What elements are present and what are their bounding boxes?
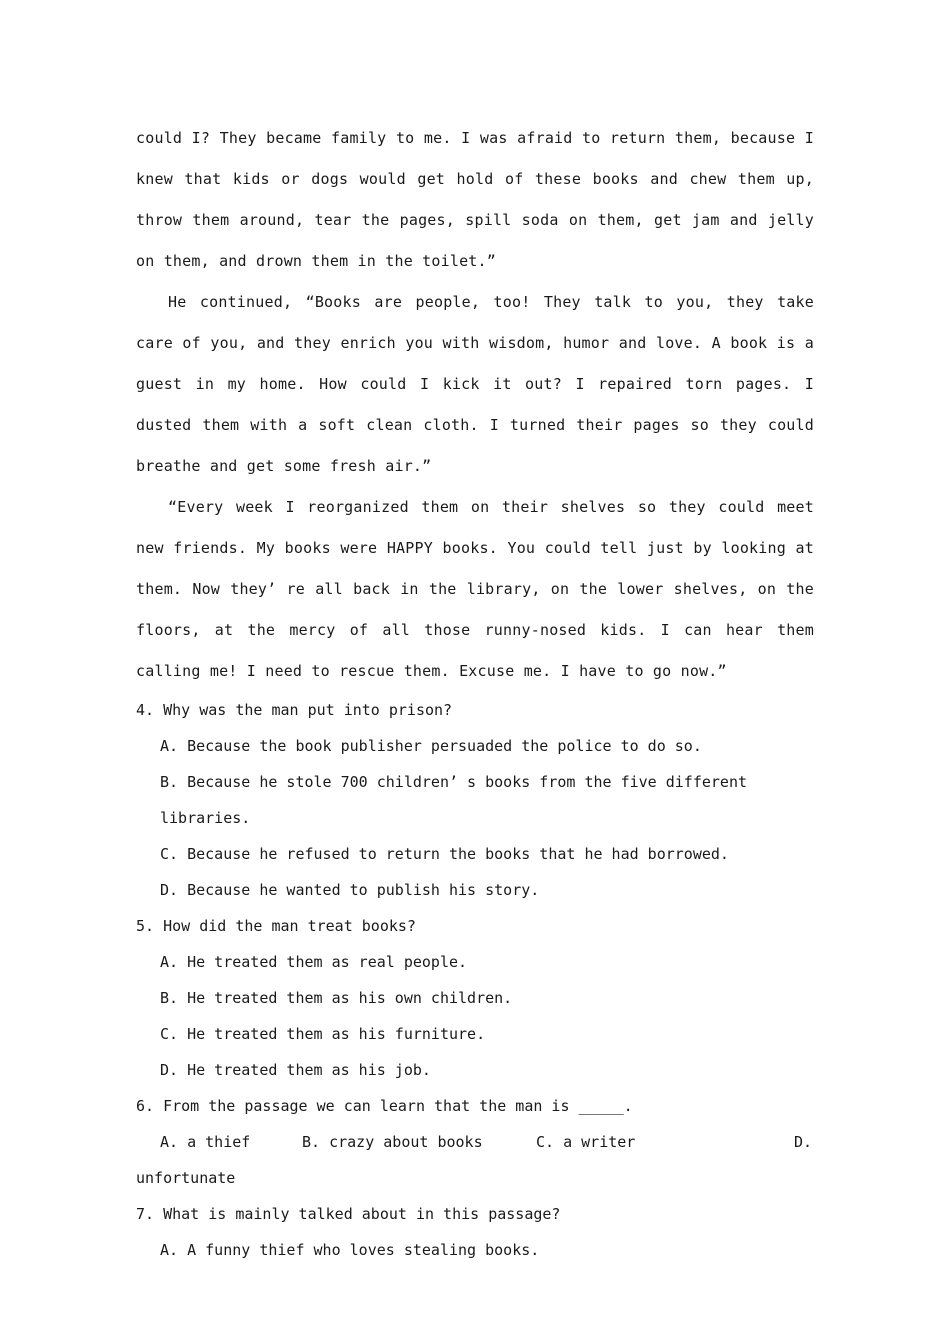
option-row: [136, 1124, 814, 1160]
question-5: [136, 908, 814, 1088]
option-c: C. Because he refused to return the books that he had borrowed.: [160, 845, 729, 863]
option-c: C. He treated them as his furniture.: [160, 1025, 486, 1043]
question-4: [136, 692, 814, 908]
option-list: [136, 728, 814, 908]
option-b: B. Because he stole 700 children’ s books from the five different libraries.: [160, 773, 747, 827]
option-b: B. He treated them as his own children.: [160, 989, 513, 1007]
question-stem: 7. What is mainly talked about in this passage?: [136, 1205, 561, 1223]
question-stem: 5. How did the man treat books?: [136, 917, 416, 935]
option-a: A. Because the book publisher persuaded the police to do so.: [160, 737, 702, 755]
document-page: [136, 118, 814, 1268]
option-list: [136, 1232, 814, 1268]
option-a: A. A funny thief who loves stealing books.: [160, 1241, 540, 1259]
option-d: D. Because he wanted to publish his story.: [160, 881, 540, 899]
passage-paragraph-2: He continued, “Books are people, too! They talk to you, they take care of you, and they enrich you with wisdom, humor and love. A book is a guest in my home. How could I kick it out? I repaired torn pages. I dusted them with a soft clean cloth. I turned their pages so they could breathe and get some fresh air.”: [136, 293, 814, 475]
option-b: B. crazy about books: [302, 1133, 483, 1151]
question-7: [136, 1196, 814, 1268]
option-d: D. He treated them as his job.: [160, 1061, 431, 1079]
question-stem: 6. From the passage we can learn that the man is _____.: [136, 1097, 633, 1115]
option-d-text: unfortunate: [136, 1169, 236, 1187]
option-a: A. a thief: [160, 1133, 251, 1151]
passage-paragraph-1: could I? They became family to me. I was afraid to return them, because I knew that kids or dogs would get hold of these books and chew them up, throw them around, tear the pages, spill soda on them, get jam and jelly on them, and drown them in the toilet.”: [136, 129, 814, 270]
option-a: A. He treated them as real people.: [160, 953, 468, 971]
option-c: C. a writer: [536, 1133, 636, 1151]
question-stem: 4. Why was the man put into prison?: [136, 701, 453, 719]
option-d-label: D.: [793, 1133, 812, 1151]
option-list: [136, 944, 814, 1088]
passage-paragraph-3: “Every week I reorganized them on their shelves so they could meet new friends. My books were HAPPY books. You could tell just by looking at them. Now they’ re all back in the library, on the lower shelves, on the floors, at the mercy of all those runny-nosed kids. I can hear them calling me! I need to rescue them. Excuse me. I have to go now.”: [136, 498, 814, 680]
question-6: [136, 1088, 814, 1196]
